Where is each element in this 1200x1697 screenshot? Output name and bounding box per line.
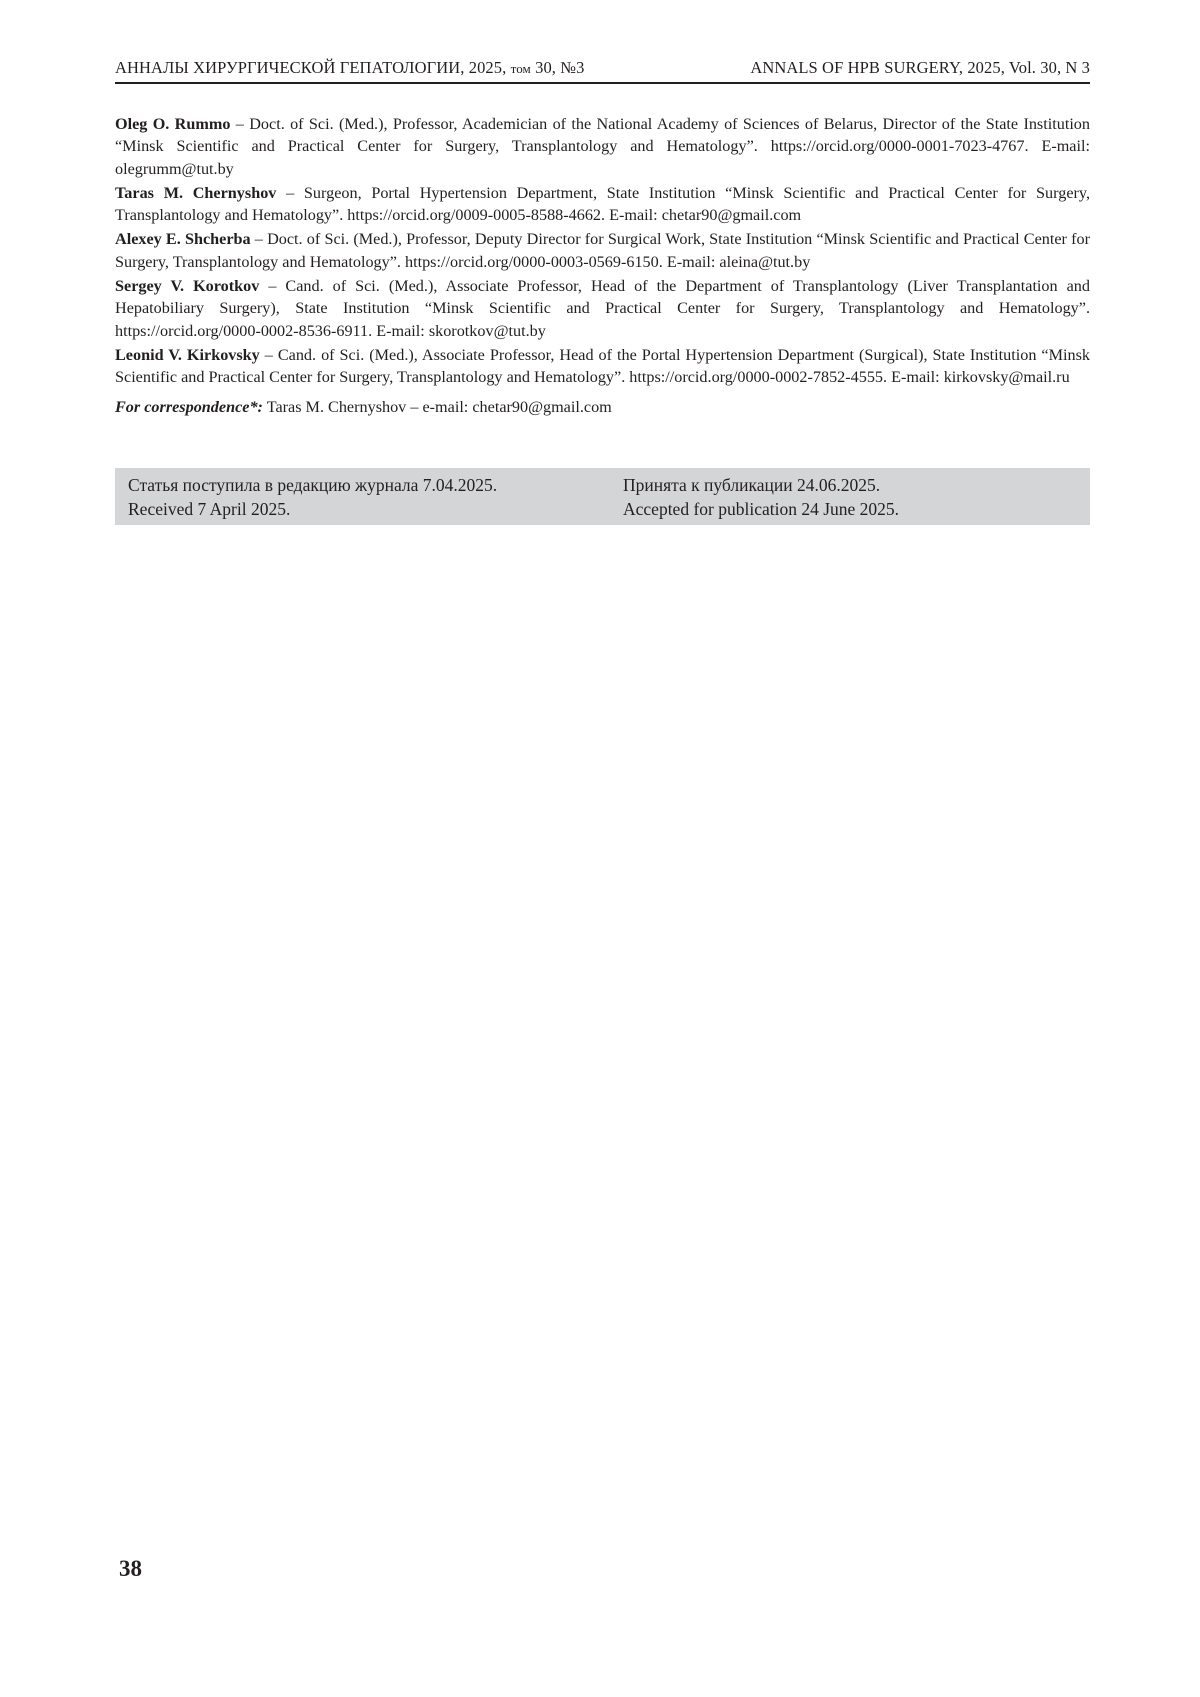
author-entry [115,228,1090,273]
dates-row-ru [128,473,1090,497]
author-details: – Cand. of Sci. (Med.), Associate Professor, Head of the Portal Hypertension Department (Surgical), State Institution “Minsk Scientific and Practical Center for Surgery, Transplantology and Hematology”. https://orcid.org/0000-0002-7852-4555. E-mail: kirkovsky@mail.ru [115,345,1090,387]
author-name: Sergey V. Korotkov [115,277,260,296]
submission-dates-box [115,468,1090,525]
running-header [115,58,1090,84]
author-entry [115,275,1090,342]
volume-label-ru: том [510,61,531,76]
journal-title-en: ANNALS OF HPB SURGERY, 2025, Vol. 30, N 3 [750,58,1090,77]
author-details: – Cand. of Sci. (Med.), Associate Professor, Head of the Department of Transplantology (Liver Transplantation and Hepatobiliary Surgery), State Institution “Minsk Scientific and Practical Center for Surgery, Transplantology and Hematology”. https://orcid.org/0000-0002-8536-6911. E-mail: skorotkov@tut.by [115,277,1090,340]
correspondence-line [115,396,1090,418]
author-name: Oleg O. Rummo [115,115,231,133]
author-information [115,113,1090,418]
author-name: Taras M. Chernyshov [115,183,277,202]
page-number: 38 [119,1556,142,1581]
author-details: – Surgeon, Portal Hypertension Department, State Institution “Minsk Scientific and Practical Center for Surgery, Transplantology and Hematology”. https://orcid.org/0009-0005-8588-4662. E-mail: chetar90@gmail.com [115,183,1090,225]
author-entry [115,113,1090,180]
issue-ru: 30, №3 [535,58,585,77]
received-date-en: Received 7 April 2025. [128,499,291,519]
accepted-date-ru: Принята к публикации 24.06.2025. [623,475,881,495]
author-details: – Doct. of Sci. (Med.), Professor, Academician of the National Academy of Sciences of Belarus, Director of the State Institution “Minsk Scientific and Practical Center for Surgery, Transplantology and Hematology”. https://orcid.org/0000-0001-7023-4767. E-mail: olegrumm@tut.by [115,115,1090,178]
dates-row-en [128,497,1090,521]
correspondence-label: For correspondence*: [115,397,263,416]
accepted-date-en: Accepted for publication 24 June 2025. [623,499,900,519]
correspondence-text: Taras M. Chernyshov – e-mail: chetar90@gmail.com [262,397,612,416]
received-date-ru: Статья поступила в редакцию журнала 7.04.2025. [128,475,498,495]
journal-title-ru: АННАЛЫ ХИРУРГИЧЕСКОЙ ГЕПАТОЛОГИИ, 2025, том 30, №3 [115,58,585,77]
author-name: Alexey E. Shcherba [115,230,251,249]
author-name: Leonid V. Kirkovsky [115,345,260,364]
author-entry [115,182,1090,227]
author-entry [115,344,1090,389]
author-details: – Doct. of Sci. (Med.), Professor, Deputy Director for Surgical Work, State Institution “Minsk Scientific and Practical Center for Surgery, Transplantology and Hematology”. https://orcid.org/0000-0003-0569-6150. E-mail: aleina@tut.by [115,230,1091,271]
